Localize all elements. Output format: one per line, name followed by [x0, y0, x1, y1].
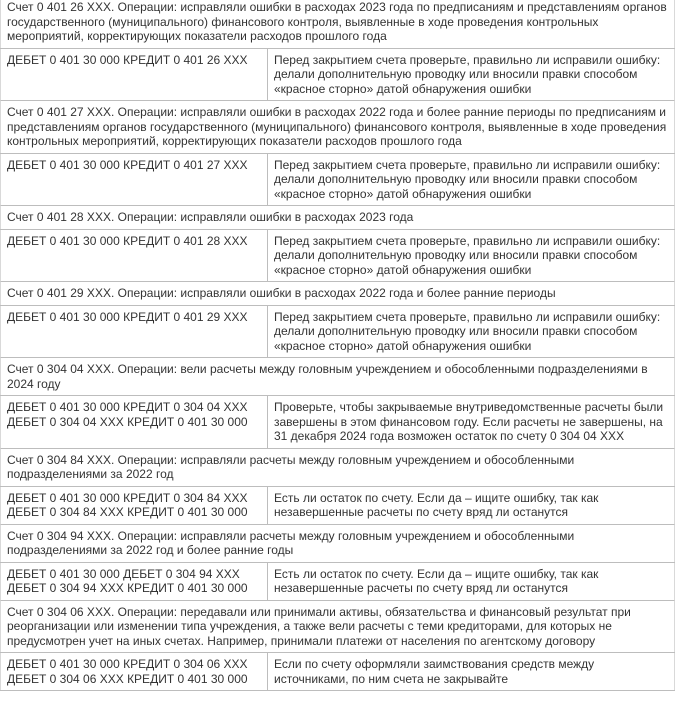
note-cell: Перед закрытием счета проверьте, правильно ли исправили ошибку: делали дополнительную проводку или вносили правки способом «красное сторно» датой обнаружения ошибки — [268, 306, 675, 358]
section-heading: Счет 0 401 27 XXX. Операции: исправляли ошибки в расходах 2022 года и более ранние периоды по предписаниям и представлениям органов государственного (муниципального) финансового контроля, выявленные в ходе проведения контрольных мероприятий, корректирующих показатели расходов прошлого года — [0, 100, 675, 153]
entries-row — [0, 395, 675, 448]
entries-row — [0, 229, 675, 282]
entries-cell: ДЕБЕТ 0 401 30 000 КРЕДИТ 0 401 27 XXX — [0, 154, 268, 206]
section-heading: Счет 0 304 84 XXX. Операции: исправляли расчеты между головным учреждением и обособленными подразделениями за 2022 год — [0, 448, 675, 486]
note-cell: Перед закрытием счета проверьте, правильно ли исправили ошибку: делали дополнительную проводку или вносили правки способом «красное сторно» датой обнаружения ошибки — [268, 154, 675, 206]
section-heading: Счет 0 401 28 XXX. Операции: исправляли ошибки в расходах 2023 года — [0, 205, 675, 229]
entries-row — [0, 305, 675, 358]
entries-row — [0, 153, 675, 206]
note-cell: Проверьте, чтобы закрываемые внутриведомственные расчеты были завершены в этом финансовом году. Если расчеты не завершены, на 31 декабря 2024 года возможен остаток по счету 0 304 04 XXX — [268, 396, 675, 448]
note-cell: Перед закрытием счета проверьте, правильно ли исправили ошибку: делали дополнительную проводку или вносили правки способом «красное сторно» датой обнаружения ошибки — [268, 230, 675, 282]
entries-row — [0, 486, 675, 524]
entries-cell: ДЕБЕТ 0 401 30 000 КРЕДИТ 0 401 29 XXX — [0, 306, 268, 358]
section-heading: Счет 0 304 04 XXX. Операции: вели расчеты между головным учреждением и обособленными подразделениями в 2024 году — [0, 357, 675, 395]
note-cell: Есть ли остаток по счету. Если да – ищите ошибку, так как незавершенные расчеты по счету вряд ли останутся — [268, 563, 675, 600]
entries-row — [0, 48, 675, 101]
note-cell: Перед закрытием счета проверьте, правильно ли исправили ошибку: делали дополнительную проводку или вносили правки способом «красное сторно» датой обнаружения ошибки — [268, 49, 675, 101]
entries-cell: ДЕБЕТ 0 401 30 000 КРЕДИТ 0 304 84 XXX ДЕБЕТ 0 304 84 XXX КРЕДИТ 0 401 30 000 — [0, 487, 268, 524]
entries-row — [0, 652, 675, 691]
entries-row — [0, 562, 675, 600]
entries-cell: ДЕБЕТ 0 401 30 000 КРЕДИТ 0 401 28 XXX — [0, 230, 268, 282]
entries-cell: ДЕБЕТ 0 401 30 000 ДЕБЕТ 0 304 94 XXX ДЕБЕТ 0 304 94 XXX КРЕДИТ 0 401 30 000 — [0, 563, 268, 600]
section-heading: Счет 0 304 94 XXX. Операции: исправляли расчеты между головным учреждением и обособленными подразделениями за 2022 год и более ранние годы — [0, 524, 675, 562]
entries-cell: ДЕБЕТ 0 401 30 000 КРЕДИТ 0 304 04 XXX ДЕБЕТ 0 304 04 XXX КРЕДИТ 0 401 30 000 — [0, 396, 268, 448]
section-heading: Счет 0 401 29 XXX. Операции: исправляли ошибки в расходах 2022 года и более ранние периоды — [0, 281, 675, 305]
note-cell: Есть ли остаток по счету. Если да – ищите ошибку, так как незавершенные расчеты по счету вряд ли останутся — [268, 487, 675, 524]
entries-cell: ДЕБЕТ 0 401 30 000 КРЕДИТ 0 401 26 XXX — [0, 49, 268, 101]
entries-cell: ДЕБЕТ 0 401 30 000 КРЕДИТ 0 304 06 XXX ДЕБЕТ 0 304 06 XXX КРЕДИТ 0 401 30 000 — [0, 653, 268, 690]
section-heading: Счет 0 304 06 XXX. Операции: передавали или принимали активы, обязательства и финансовый результат при реорганизации или изменении типа учреждения, а также вели расчеты с теми кредиторами, для которых не предусмотрен учет на иных счетах. Например, принимали платежи от населения по агентскому договору — [0, 600, 675, 653]
note-cell: Если по счету оформляли заимствования средств между источниками, по ним счета не закрывайте — [268, 653, 675, 690]
section-heading: Счет 0 401 26 XXX. Операции: исправляли ошибки в расходах 2023 года по предписаниям и представлениям органов государственного (муниципального) финансового контроля, выявленные в ходе проведения контрольных мероприятий, корректирующих показатели расходов прошлого года — [0, 0, 675, 48]
